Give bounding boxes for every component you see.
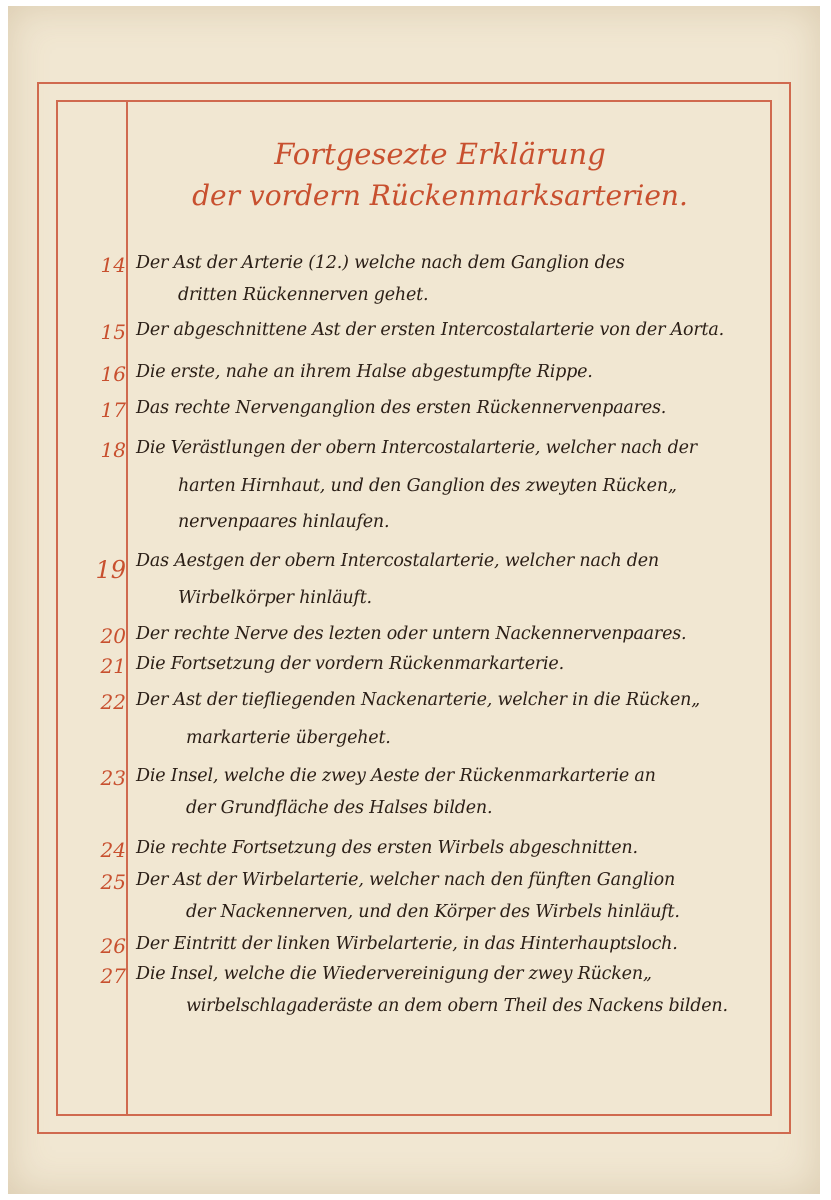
entry-text: Die Insel, welche die zwey Aeste der Rückenmarkarterie an [136,766,656,786]
page-subtitle: der vordern Rückenmarksarterien. [192,179,688,212]
entry-text: Die erste, nahe an ihrem Halse abgestumpfte Rippe. [136,362,593,382]
entry-number: 20 [100,624,126,648]
entry-number: 23 [100,766,126,790]
entry-text-continued: dritten Rückennerven gehet. [178,285,429,305]
entry-text: Das Aestgen der obern Intercostalarterie, welcher nach den [136,551,659,571]
entry-text-continued: nervenpaares hinlaufen. [178,512,390,532]
entry-text: Der Eintritt der linken Wirbelarterie, in das Hinterhauptsloch. [136,934,678,954]
entry-text-continued: Wirbelkörper hinläuft. [178,588,372,608]
entry-text-continued: wirbelschlagaderäste an dem obern Theil des Nackens bilden. [186,996,728,1016]
entry-number: 22 [100,690,126,714]
entry-text-continued: der Grundfläche des Halses bilden. [186,798,493,818]
entry-text: Die Insel, welche die Wiedervereinigung der zwey Rücken„ [136,964,652,984]
entry-number: 19 [95,556,126,584]
entry-text-continued: der Nackennerven, und den Körper des Wirbels hinläuft. [186,902,680,922]
entry-text: Die Verästlungen der obern Intercostalarterie, welcher nach der [136,438,697,458]
entry-number: 15 [100,320,126,344]
page-title: Fortgesezte Erklärung [274,137,606,171]
entry-text: Die rechte Fortsetzung des ersten Wirbels abgeschnitten. [136,838,638,858]
entry-number: 18 [100,438,126,462]
entry-number: 25 [100,870,126,894]
entry-text: Das rechte Nervenganglion des ersten Rückennervenpaares. [136,398,667,418]
entry-number: 24 [100,838,126,862]
entry-text: Der Ast der Arterie (12.) welche nach dem Ganglion des [136,253,625,273]
entry-text: Der abgeschnittene Ast der ersten Intercostalarterie von der Aorta. [136,320,724,340]
entry-text: Die Fortsetzung der vordern Rückenmarkarterie. [136,654,564,674]
entry-number: 14 [100,253,126,277]
entry-number: 26 [100,934,126,958]
entry-text-continued: harten Hirnhaut, und den Ganglion des zweyten Rücken„ [178,476,677,496]
entry-text-continued: markarterie übergehet. [186,728,391,748]
entry-text: Der Ast der tiefliegenden Nackenarterie, welcher in die Rücken„ [136,690,701,710]
entry-number: 27 [100,964,126,988]
entry-text: Der rechte Nerve des lezten oder untern Nackennervenpaares. [136,624,687,644]
entry-text: Der Ast der Wirbelarterie, welcher nach den fünften Ganglion [136,870,676,890]
entry-number: 21 [100,654,126,678]
entry-number: 16 [100,362,126,386]
entry-number: 17 [100,398,126,422]
